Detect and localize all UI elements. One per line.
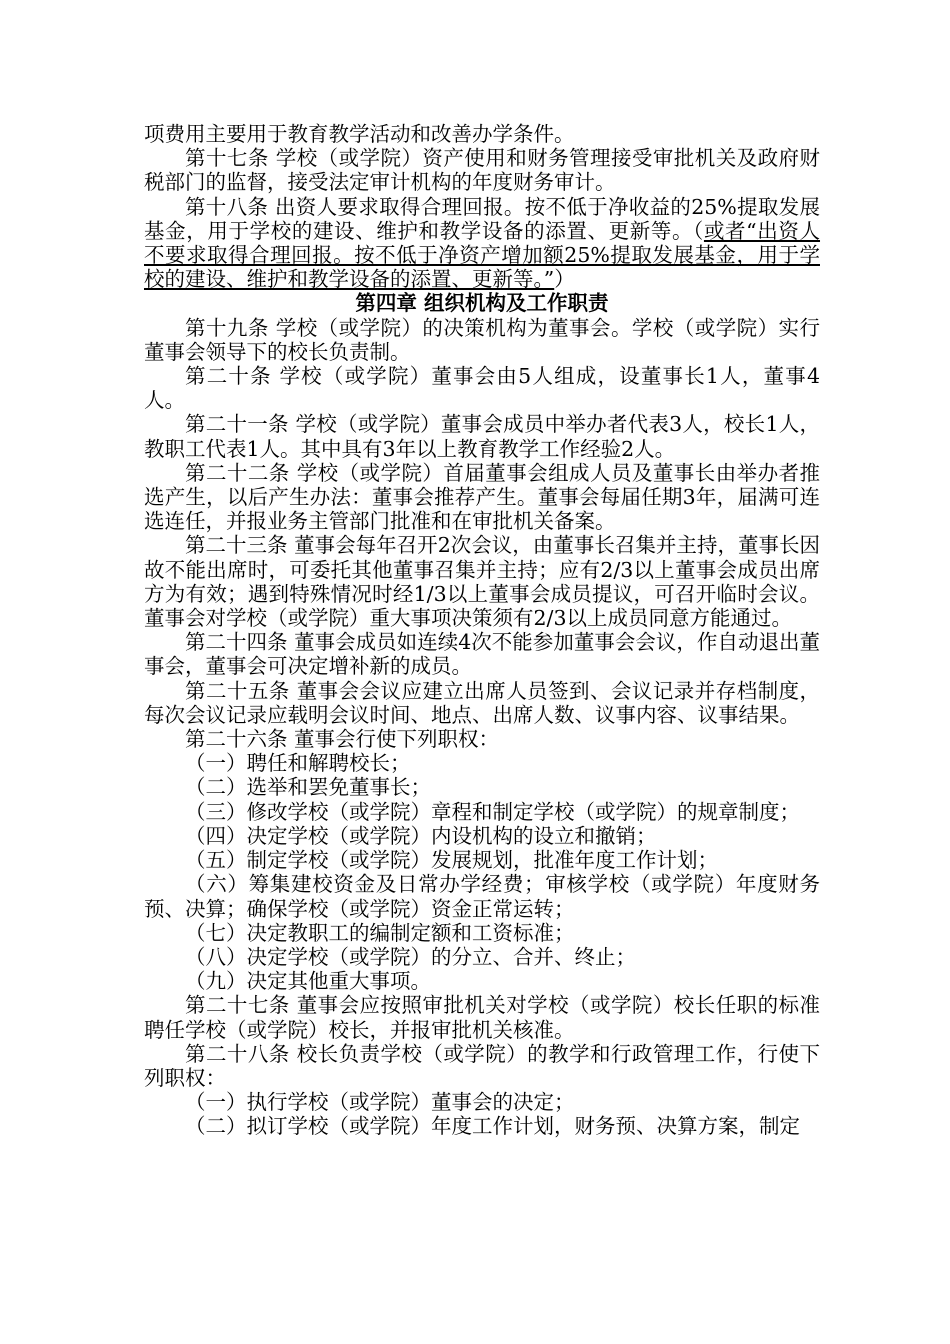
- list-item: （八）决定学校（或学院）的分立、合并、终止；: [185, 944, 636, 969]
- chapter-heading: 第四章 组织机构及工作职责: [355, 291, 609, 316]
- list-item: （一）聘任和解聘校长；: [185, 751, 411, 776]
- article-18-close: ）: [554, 267, 575, 292]
- article-21: 第二十一条 学校（或学院）董事会成员中举办者代表3人，校长1人，教职工代表1人。其中具有3年以上教育教学工作经验2人。: [144, 412, 820, 461]
- paragraph-continuation: 项费用主要用于教育教学活动和改善办学条件。: [144, 122, 575, 146]
- article-20: 第二十条 学校（或学院）董事会由5人组成，设董事长1人，董事4人。: [144, 364, 820, 413]
- list-item: （三）修改学校（或学院）章程和制定学校（或学院）的规章制度；: [185, 799, 800, 824]
- article-23: 第二十三条 董事会每年召开2次会议，由董事长召集并主持，董事长因故不能出席时，可委托其他董事召集并主持；应有2/3以上董事会成员出席方为有效；遇到特殊情况时经1/3以上董事会成员提议，可召开临时会议。董事会对学校（或学院）重大事项决策须有2/3以上成员同意方能通过。: [144, 533, 820, 631]
- list-item: （二）选举和罢免董事长；: [185, 775, 431, 800]
- article-22: 第二十二条 学校（或学院）首届董事会组成人员及董事长由举办者推选产生，以后产生办法：董事会推荐产生。董事会每届任期3年，届满可连选连任，并报业务主管部门批准和在审批机关备案。: [144, 460, 820, 534]
- article-19: 第十九条 学校（或学院）的决策机构为董事会。学校（或学院）实行董事会领导下的校长负责制。: [144, 315, 820, 364]
- article-27: 第二十七条 董事会应按照审批机关对学校（或学院）校长任职的标准聘任学校（或学院）校长，并报审批机关核准。: [144, 993, 820, 1042]
- article-24: 第二十四条 董事会成员如连续4次不能参加董事会会议，作自动退出董事会，董事会可决定增补新的成员。: [144, 630, 820, 679]
- list-item: （七）决定教职工的编制定额和工资标准；: [185, 920, 575, 945]
- list-item: （六）筹集建校资金及日常办学经费；审核学校（或学院）年度财务预、决算；确保学校（或学院）资金正常运转；: [144, 872, 820, 921]
- document-page: [144, 122, 820, 1139]
- list-item: （九）决定其他重大事项。: [185, 969, 431, 994]
- article-18: [144, 195, 820, 292]
- article-25: 第二十五条 董事会会议应建立出席人员签到、会议记录并存档制度，每次会议记录应载明会议时间、地点、出席人数、议事内容、议事结果。: [144, 678, 820, 727]
- article-18-text: 第十八条 出资人要求取得合理回报。按不低于净收益的25%提取发展基金，用于学校的建设、维护和教学设备的添置、更新等。（: [144, 194, 820, 243]
- article-18-alternative: 或者“出资人不要求取得合理回报。按不低于净资产增加额25%提取发展基金，用于学校的建设、维护和教学设备的添置、更新等。”: [144, 218, 821, 292]
- article-28: 第二十八条 校长负责学校（或学院）的教学和行政管理工作，行使下列职权：: [144, 1041, 820, 1090]
- list-item: （四）决定学校（或学院）内设机构的设立和撤销；: [185, 823, 657, 848]
- list-item: （二）拟订学校（或学院）年度工作计划，财务预、决算方案，制定: [185, 1114, 800, 1139]
- article-17: 第十七条 学校（或学院）资产使用和财务管理接受审批机关及政府财税部门的监督，接受法定审计机构的年度财务审计。: [144, 146, 820, 195]
- list-item: （一）执行学校（或学院）董事会的决定；: [185, 1090, 575, 1115]
- list-item: （五）制定学校（或学院）发展规划，批准年度工作计划；: [185, 848, 718, 873]
- article-26: 第二十六条 董事会行使下列职权：: [185, 727, 500, 752]
